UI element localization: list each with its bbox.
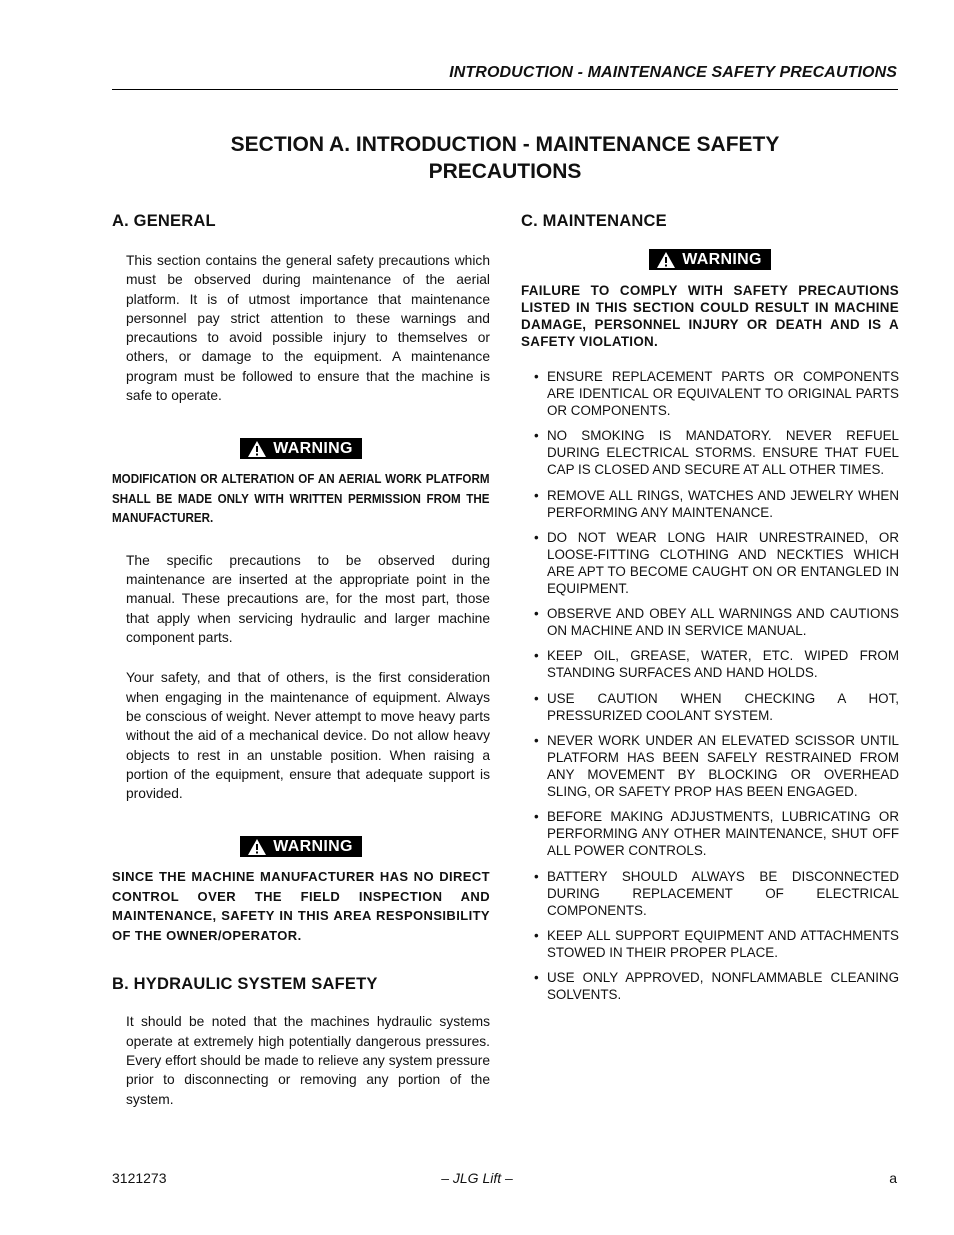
warning-box-2 xyxy=(112,836,490,861)
warning-box-3 xyxy=(521,249,899,274)
warning-triangle-icon xyxy=(247,440,267,458)
general-paragraph-3: Your safety, and that of others, is the first consideration when engaging in the maintenance of equipment. Always be conscious of weight. Never attempt to move heavy parts without the aid of a mechanical device. Do not allow heavy objects to rest in an unstable position. When raising a portion of the equipment, ensure that adequate support is provided. xyxy=(126,670,490,802)
warning-text-2: SINCE THE MACHINE MANUFACTURER HAS NO DIRECT CONTROL OVER THE FIELD INSPECTION AND MAINTENANCE, SAFETY IN THIS AREA RESPONSIBILITY OF THE OWNER/OPERATOR. xyxy=(112,869,490,943)
page-title xyxy=(112,131,898,185)
footer-brand: – JLG Lift – xyxy=(441,1170,513,1186)
maintenance-bullet-list xyxy=(521,368,899,1003)
list-item: • KEEP OIL, GREASE, WATER, ETC. WIPED FROM STANDING SURFACES AND HAND HOLDS. xyxy=(521,647,899,681)
list-item: • USE ONLY APPROVED, NONFLAMMABLE CLEANING SOLVENTS. xyxy=(521,969,899,1003)
warning-label: WARNING xyxy=(273,440,353,458)
warning-triangle-icon xyxy=(656,251,676,269)
warning-text-1: MODIFICATION OR ALTERATION OF AN AERIAL WORK PLATFORM SHALL BE MADE ONLY WITH WRITTEN PERMISSION FROM THE MANUFACTURER. xyxy=(112,471,490,526)
footer-page-number: a xyxy=(889,1170,897,1186)
section-heading-maintenance: C. MAINTENANCE xyxy=(521,212,667,230)
warning-badge xyxy=(649,249,770,270)
running-header: INTRODUCTION - MAINTENANCE SAFETY PRECAUTIONS xyxy=(449,64,897,81)
list-item: • REMOVE ALL RINGS, WATCHES AND JEWELRY WHEN PERFORMING ANY MAINTENANCE. xyxy=(521,487,899,521)
page-title-line1: SECTION A. INTRODUCTION - MAINTENANCE SAFETY xyxy=(230,133,780,156)
list-item: • NO SMOKING IS MANDATORY. NEVER REFUEL DURING ELECTRICAL STORMS. ENSURE THAT FUEL CAP IS CLOSED AND SECURE AT ALL OTHER TIMES. xyxy=(521,427,899,478)
header-rule xyxy=(112,89,898,90)
list-item: • NEVER WORK UNDER AN ELEVATED SCISSOR UNTIL PLATFORM HAS BEEN SAFELY RESTRAINED FROM ANY MOVEMENT BY BLOCKING OR OVERHEAD SLING, OR SAFETY PROP HAS BEEN ENGAGED. xyxy=(521,732,899,800)
list-item: • KEEP ALL SUPPORT EQUIPMENT AND ATTACHMENTS STOWED IN THEIR PROPER PLACE. xyxy=(521,927,899,961)
page-title-line2: PRECAUTIONS xyxy=(428,160,582,183)
left-column xyxy=(112,212,490,1109)
section-heading-general: A. GENERAL xyxy=(112,212,216,230)
warning-label: WARNING xyxy=(273,838,353,856)
list-item: • BEFORE MAKING ADJUSTMENTS, LUBRICATING OR PERFORMING ANY OTHER MAINTENANCE, SHUT OFF ALL POWER CONTROLS. xyxy=(521,808,899,859)
general-paragraph-2: The specific precautions to be observed during maintenance are inserted at the appropriate point in the manual. These precautions are, for the most part, those that apply when servicing hydraulic and larger machine component parts. xyxy=(126,552,490,646)
warning-triangle-icon xyxy=(247,838,267,856)
warning-text-3: FAILURE TO COMPLY WITH SAFETY PRECAUTIONS LISTED IN THIS SECTION COULD RESULT IN MACHINE DAMAGE, PERSONNEL INJURY OR DEATH AND IS A SAFETY VIOLATION. xyxy=(521,283,899,349)
list-item: • USE CAUTION WHEN CHECKING A HOT, PRESSURIZED COOLANT SYSTEM. xyxy=(521,690,899,724)
list-item: • BATTERY SHOULD ALWAYS BE DISCONNECTED DURING REPLACEMENT OF ELECTRICAL COMPONENTS. xyxy=(521,868,899,919)
list-item: • OBSERVE AND OBEY ALL WARNINGS AND CAUTIONS ON MACHINE AND IN SERVICE MANUAL. xyxy=(521,605,899,639)
general-paragraph-1: This section contains the general safety precautions which must be observed during maintenance of the aerial platform. It is of utmost importance that maintenance personnel pay strict attention to these warnings and precautions to avoid possible injury to themselves or others, or damage to the equipment. A maintenance program must be followed to ensure that the machine is safe to operate. xyxy=(126,253,490,404)
section-heading-hydraulic: B. HYDRAULIC SYSTEM SAFETY xyxy=(112,975,378,994)
list-item: • DO NOT WEAR LONG HAIR UNRESTRAINED, OR LOOSE-FITTING CLOTHING AND NECKTIES WHICH ARE APT TO BECOME CAUGHT ON OR ENTANGLED IN EQUIPMENT. xyxy=(521,529,899,597)
hydraulic-paragraph: It should be noted that the machines hydraulic systems operate at extremely high potentially dangerous pressures. Every effort should be made to relieve any system pressure prior to disconnecting or removing any portion of the system. xyxy=(126,1014,490,1107)
footer-doc-number: 3121273 xyxy=(112,1170,167,1186)
warning-box-1 xyxy=(112,438,490,463)
list-item: • ENSURE REPLACEMENT PARTS OR COMPONENTS ARE IDENTICAL OR EQUIVALENT TO ORIGINAL PARTS OR COMPONENTS. xyxy=(521,368,899,419)
warning-badge xyxy=(240,438,361,459)
warning-label: WARNING xyxy=(682,251,762,268)
right-column xyxy=(521,212,899,1012)
warning-badge xyxy=(240,836,361,857)
